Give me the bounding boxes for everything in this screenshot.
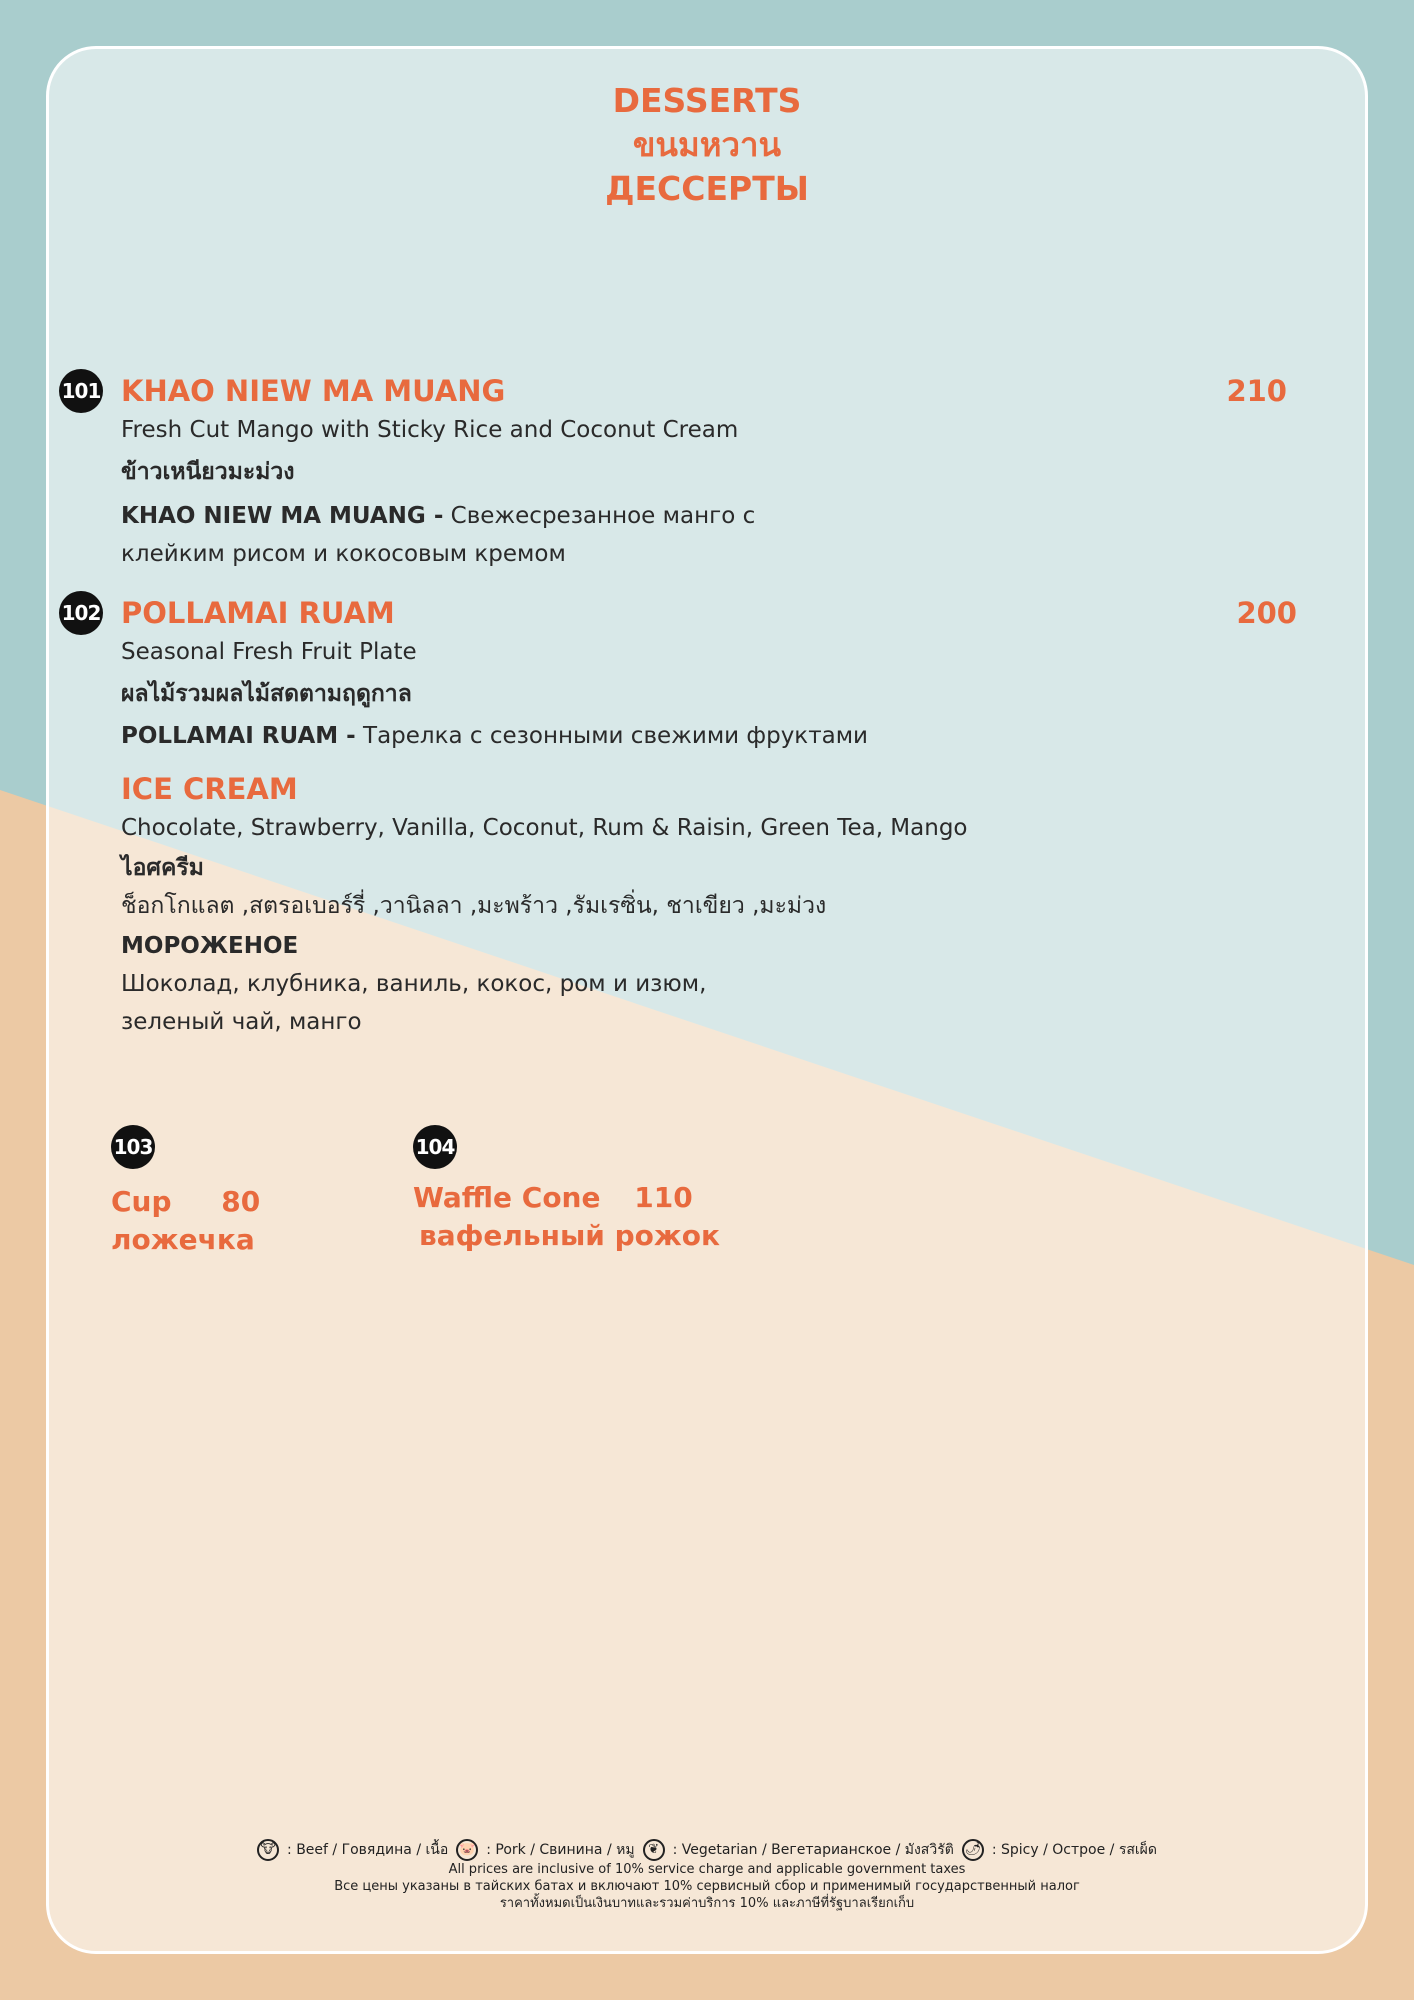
legend-vegetarian-label: : Vegetarian / Вегетарианское / มังสวิรัติ <box>672 1842 954 1858</box>
ice-cream-title-th: ไอศครีม <box>121 855 204 881</box>
option-name: Waffle Cone <box>413 1181 601 1214</box>
title-th: ขนมหวาน <box>632 125 782 164</box>
item-desc-th: ข้าวเหนียวมะม่วง <box>121 459 295 485</box>
title-ru: ДЕССЕРТЫ <box>605 169 809 208</box>
footer <box>49 1839 1365 1912</box>
option-name-ru: вафельный рожок <box>419 1219 721 1252</box>
item-desc-ru-text: Тарелка с сезонными свежими фруктами <box>363 723 868 749</box>
option-name-ru: ложечка <box>111 1223 255 1256</box>
menu-card <box>46 46 1368 1954</box>
page-title <box>49 79 1365 211</box>
option-price: 110 <box>634 1181 693 1214</box>
item-number-badge: 101 <box>59 369 103 413</box>
item-desc-en: Seasonal Fresh Fruit Plate <box>121 639 417 665</box>
option-number-badge: 103 <box>111 1125 155 1169</box>
spicy-icon: 🌶 <box>962 1839 984 1861</box>
option-number-badge: 104 <box>413 1125 457 1169</box>
option-price: 80 <box>221 1185 261 1218</box>
ice-cream-flavors-en: Chocolate, Strawberry, Vanilla, Coconut, Rum & Raisin, Green Tea, Mango <box>121 815 968 841</box>
legend-pork-label: : Pork / Свинина / หมู <box>486 1842 635 1858</box>
ice-cream-section <box>121 769 1301 1041</box>
option-waffle-cone[interactable] <box>413 1125 720 1255</box>
legend-spicy-label: : Spicy / Острое / รสเผ็ด <box>991 1842 1157 1858</box>
ice-cream-flavors-ru-2: зеленый чай, манго <box>121 1009 362 1035</box>
title-en: DESSERTS <box>612 81 802 120</box>
legend-beef-label: : Beef / Говядина / เนื้อ <box>287 1842 449 1858</box>
option-name-line <box>413 1179 720 1217</box>
ice-cream-flavors-th: ช็อกโกแลต ,สตรอเบอร์รี่ ,วานิลลา ,มะพร้าว ,รัมเรซิ่น, ชาเขียว ,มะม่วง <box>121 893 827 919</box>
beef-icon: 🐮 <box>257 1839 279 1861</box>
item-desc-ru <box>121 497 1301 535</box>
price-note-th: ราคาทั้งหมดเป็นเงินบาทและรวมค่าบริการ 10% และภาษีที่รัฐบาลเรียกเก็บ <box>499 1896 915 1911</box>
option-name-line <box>111 1183 260 1221</box>
price-note-en: All prices are inclusive of 10% service charge and applicable government taxes <box>448 1862 966 1877</box>
item-name-ru: KHAO NIEW MA MUANG - <box>121 503 444 529</box>
item-desc-en: Fresh Cut Mango with Sticky Rice and Coconut Cream <box>121 417 739 443</box>
item-price: 210 <box>1226 374 1287 408</box>
menu-item-102[interactable] <box>61 593 1301 755</box>
ice-cream-flavors-ru-1: Шоколад, клубника, ваниль, кокос, ром и изюм, <box>121 971 707 997</box>
ice-cream-title-ru: МОРОЖЕНОЕ <box>121 933 299 959</box>
item-name: KHAO NIEW MA MUANG <box>121 374 506 408</box>
option-cup[interactable] <box>111 1125 260 1259</box>
item-desc-th: ผลไม้รวมผลไม้สดตามฤดูกาล <box>121 681 412 707</box>
item-desc-ru <box>121 717 1301 755</box>
item-name-ru: POLLAMAI RUAM - <box>121 723 356 749</box>
vegetarian-icon: ❦ <box>643 1839 665 1861</box>
item-desc-ru-2: клейким рисом и кокосовым кремом <box>121 541 566 567</box>
pork-icon: 🐷 <box>456 1839 478 1861</box>
ice-cream-title: ICE CREAM <box>121 772 298 806</box>
item-number-badge: 102 <box>59 591 103 635</box>
dietary-legend <box>49 1839 1365 1861</box>
option-name: Cup <box>111 1185 172 1218</box>
item-desc-ru-1: Свежесрезанное манго с <box>450 503 756 529</box>
menu-item-101[interactable] <box>61 371 1301 573</box>
price-note-ru: Все цены указаны в тайских батах и включают 10% сервисный сбор и применимый государственный налог <box>334 1879 1080 1894</box>
item-price: 200 <box>1236 596 1297 630</box>
item-name: POLLAMAI RUAM <box>121 596 395 630</box>
